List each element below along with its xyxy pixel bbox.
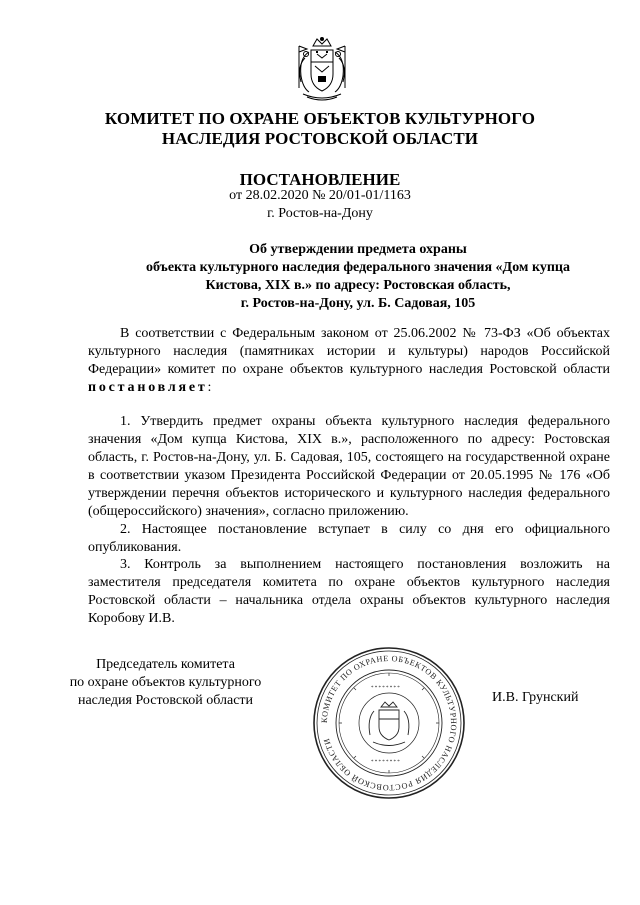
preamble-paragraph (88, 325, 610, 397)
subject-line: Об утверждении предмета охраны (249, 242, 467, 257)
preamble-text: В соответствии с Федеральным законом от 25.06.2002 № 73-ФЗ «Об объектах культурного наследия (памятниках истории и культуры) народов Российской Федерации» комитет по охране объектов культурного наследия Ростовской области (88, 326, 610, 377)
item-3-text: 3. Контроль за выполнением настоящего постановления возложить на заместителя председателя комитета по охране объектов культурного наследия Ростовской области – начальника отдела охраны объектов культурного наследия Коробову И.В. (88, 557, 610, 626)
seal-text: КОМИТЕТ ПО ОХРАНЕ ОБЪЕКТОВ КУЛЬТУРНОГО НАСЛЕДИЯ РОСТОВСКОЙ ОБЛАСТИ (319, 653, 459, 793)
signatory-position (58, 656, 273, 710)
document-city: г. Ростов-на-Дону (267, 206, 373, 221)
svg-text:* * * * * * * *: * * * * * * * * (371, 760, 400, 765)
item-2-text: 2. Настоящее постановление вступает в силу со дня его официального опубликования. (88, 522, 610, 555)
official-seal-icon (311, 645, 467, 801)
coat-of-arms-icon (293, 36, 351, 104)
svg-text:* * * * * * * *: * * * * * * * * (371, 686, 400, 691)
signatory-name: И.В. Грунский (492, 690, 579, 705)
item-3-paragraph (88, 556, 610, 628)
item-1-paragraph (88, 413, 610, 521)
document-type: ПОСТАНОВЛЕНИЕ (239, 170, 401, 189)
organization-name-line2: НАСЛЕДИЯ РОСТОВСКОЙ ОБЛАСТИ (161, 129, 479, 148)
subject-line: Кистова, XIX в.» по адресу: Ростовская область, (205, 278, 511, 293)
item-1-text: 1. Утвердить предмет охраны объекта культурного наследия федерального значения «Дом купца Кистова, XIX в.», расположенного по адресу: Ростовская область, г. Ростов-на-Дону, ул. Б. Садовая, 105, состоящего на государственной охране в соответствии указом Президента Российской Федерации от 20.05.1995 № 176 «Об утверждении перечня объектов исторического и культурного наследия федерального (общероссийского) значения», согласно приложению. (88, 414, 610, 519)
item-2-paragraph (88, 521, 610, 557)
document-date-number: от 28.02.2020 № 20/01-01/1163 (229, 188, 411, 203)
position-line: Председатель комитета (96, 657, 235, 672)
subject-line: объекта культурного наследия федерального значения «Дом купца (146, 260, 570, 275)
organization-name-line1: КОМИТЕТ ПО ОХРАНЕ ОБЪЕКТОВ КУЛЬТУРНОГО (104, 109, 536, 128)
resolves-word: постановляет (88, 380, 208, 395)
position-line: наследия Ростовской области (77, 693, 254, 708)
position-line: по охране объектов культурного (69, 675, 262, 690)
subject-line: г. Ростов-на-Дону, ул. Б. Садовая, 105 (240, 296, 476, 311)
resolves-colon: : (207, 380, 212, 395)
document-subject (108, 241, 608, 313)
